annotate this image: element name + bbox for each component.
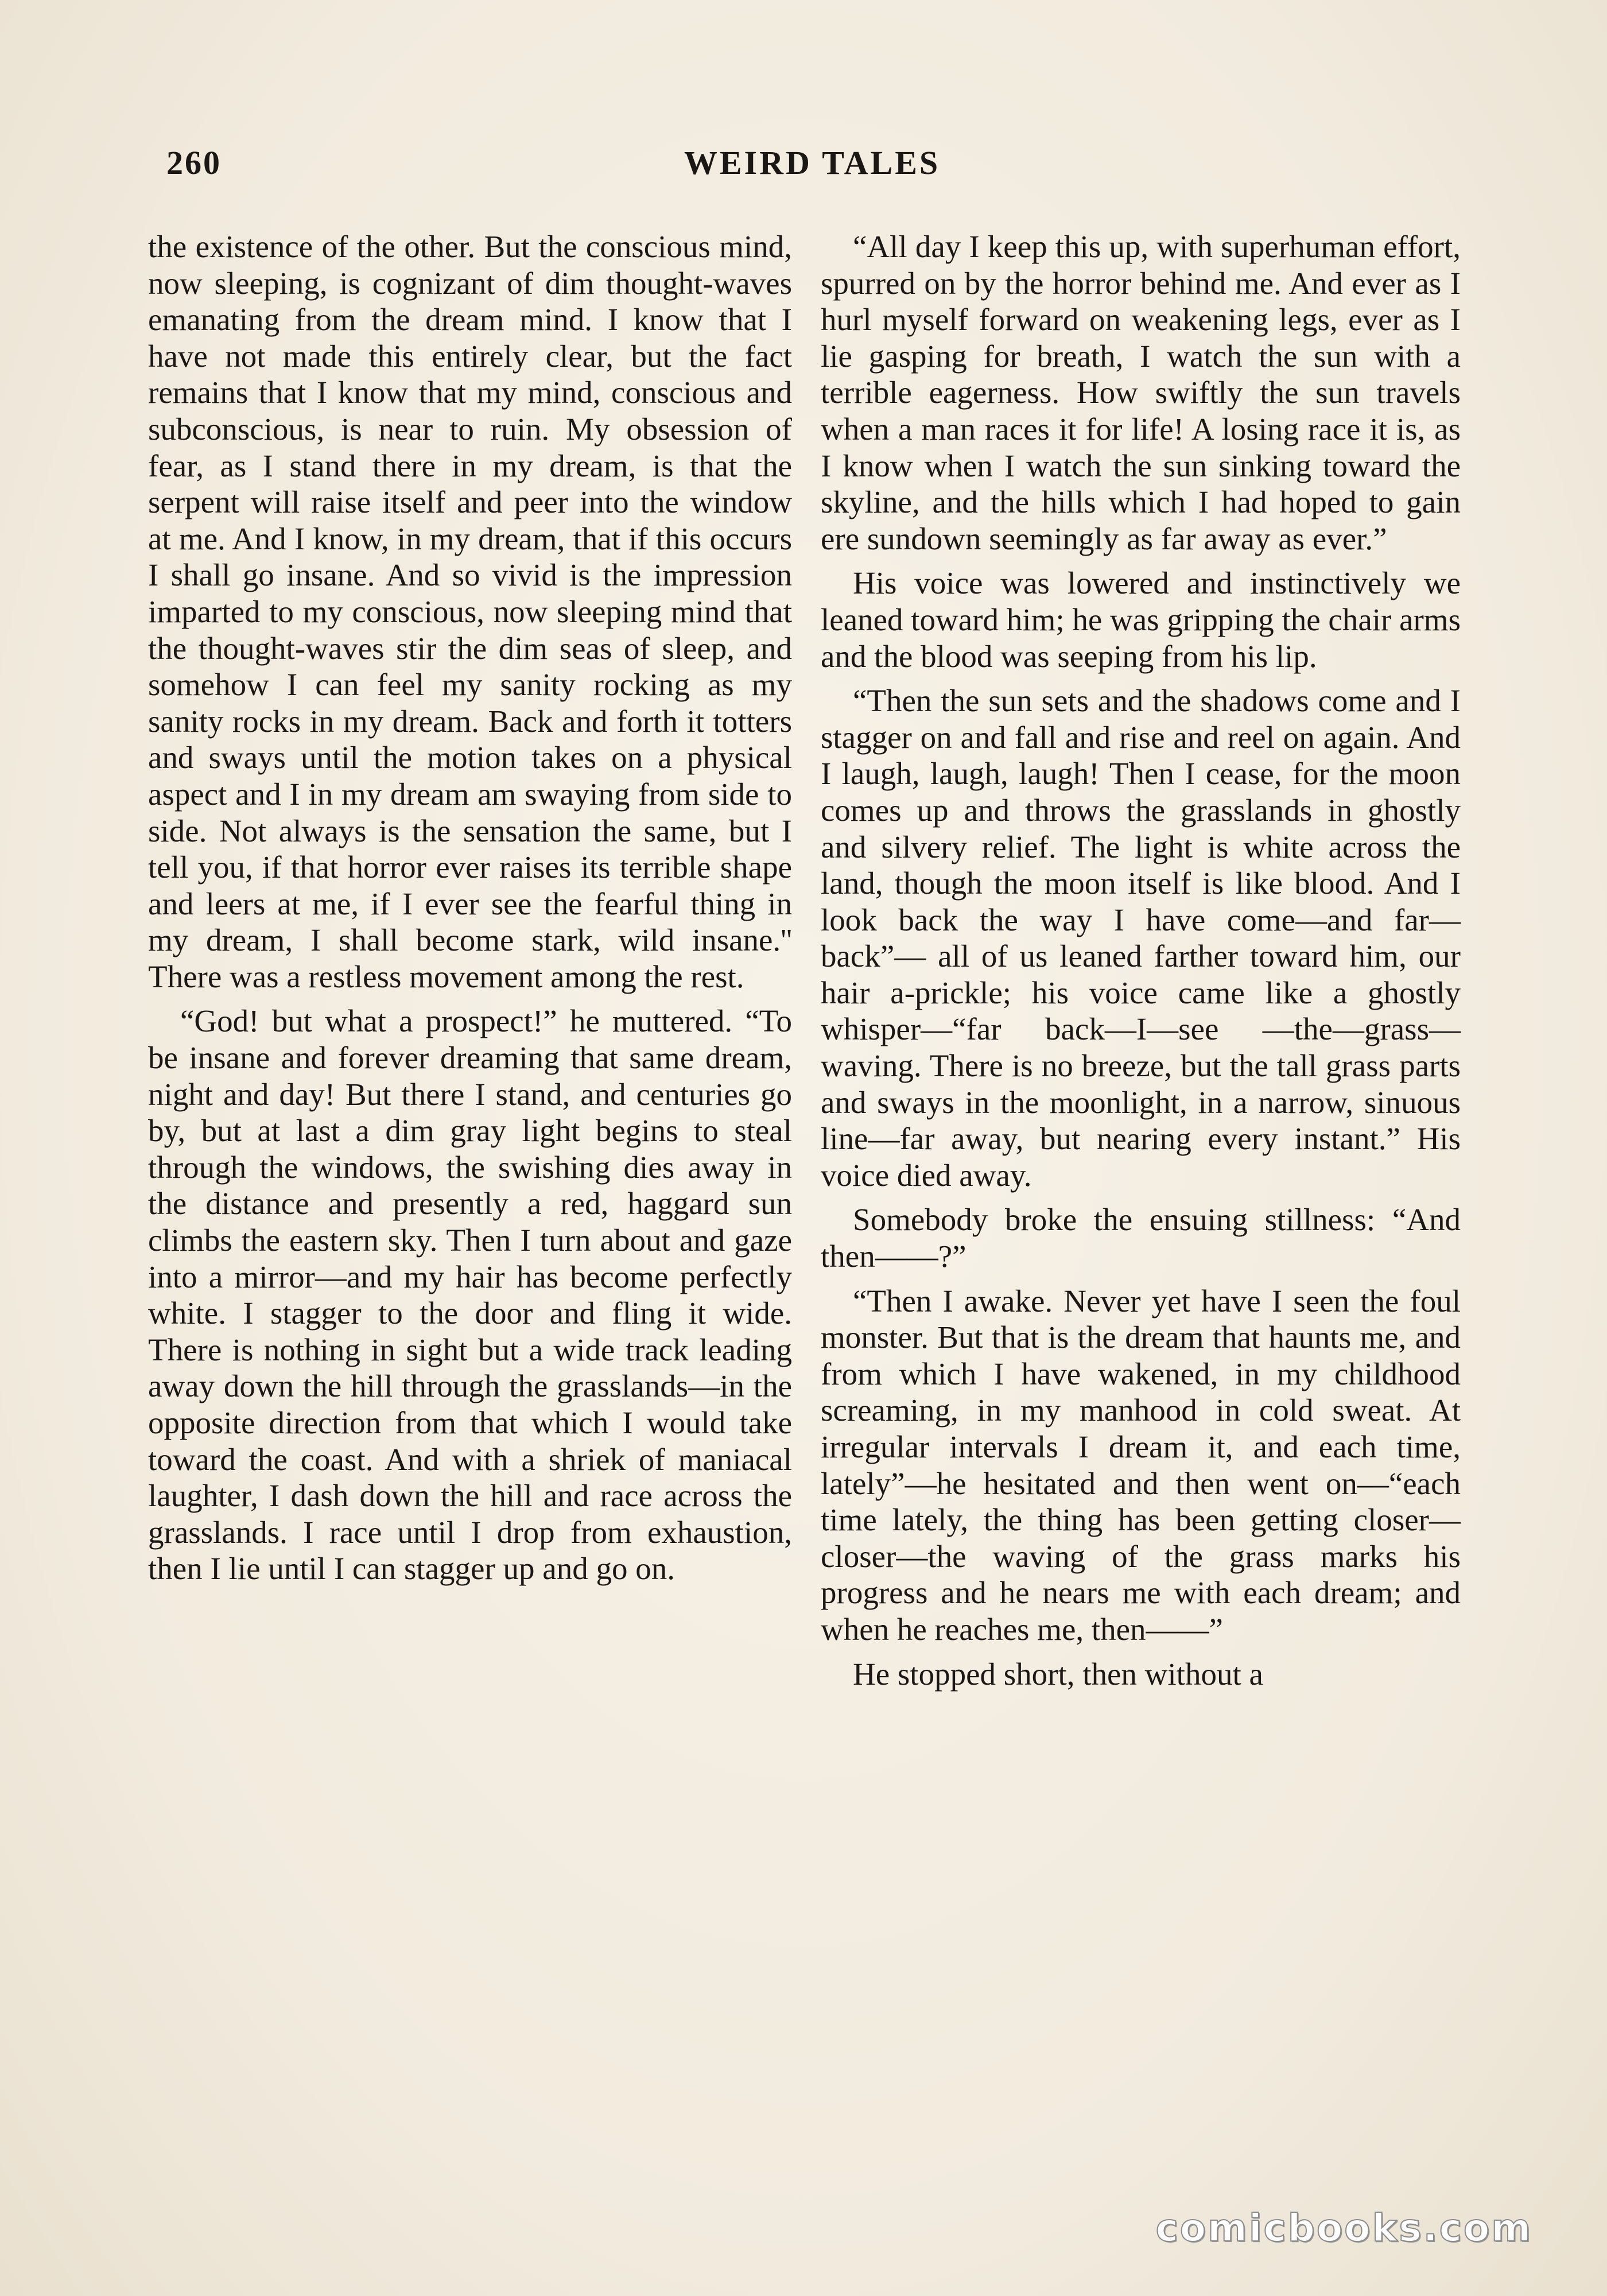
paragraph: Somebody broke the ensuing stillness: “And then——?” xyxy=(821,1202,1461,1274)
paragraph: He stopped short, then without a xyxy=(853,1656,1263,1692)
paragraph: the existence of the other. But the conscious mind, now sleeping, is cognizant of dim thought-waves emanating from the dream mind. I know that I have not made this entirely clear, but the fact remains that I know that my mind, conscious and subconscious, is near to ruin. My obsession of fear, as I stand there in my dream, is that the serpent will raise itself and peer into the window at me. And I know, in my dream, that if this occurs I shall go insane. And so vivid is the impression imparted to my conscious, now sleeping mind that the thought-waves stir the dim seas of sleep, and somehow I can feel my sanity rocking as my sanity rocks in my dream. Back and forth it totters and sways until the motion takes on a physical aspect and I in my dream am swaying from side to side. Not always is the sensation the same, but I tell you, if that horror ever raises its terrible shape and leers at me, if I ever see the fearful thing in my dream, I shall become stark, wild insane.'' There was a restless movement among the rest. xyxy=(148,229,792,994)
paragraph: His voice was lowered and instinctively we leaned toward him; he was gripping the chair arms and the blood was seeping from his lip. xyxy=(821,565,1461,674)
paragraph: “God! but what a prospect!” he muttered. “To be insane and forever dreaming that same dream, night and day! But there I stand, and centuries go by, but at last a dim gray light begins to steal through the windows, the swishing dies away in the distance and presently a red, haggard sun climbs the eastern sky. Then I turn about and gaze into a mirror—and my hair has become perfectly white. I stagger to the door and fling it wide. There is nothing in sight but a wide track leading away down the hill through the grasslands—in the opposite direction from that which I would take toward the coast. And with a shriek of maniacal laughter, I dash down the hill and race across the grasslands. I race until I drop from exhaustion, then I lie until I can stagger up and go on. xyxy=(148,1003,792,1587)
right-text-column xyxy=(821,228,1461,1700)
paragraph: “Then I awake. Never yet have I seen the foul monster. But that is the dream that haunts me, and from which I have wakened, in my childhood screaming, in my manhood in cold sweat. At irregular intervals I dream it, and each time, lately”—he hesitated and then went on—“each time lately, the thing has been getting closer—closer—the waving of the grass marks his progress and he nears me with each dream; and when he reaches me, then——” xyxy=(821,1283,1461,1647)
magazine-title: WEIRD TALES xyxy=(684,144,941,181)
page-number: 260 xyxy=(166,144,222,181)
site-watermark: comicbooks.com xyxy=(1155,2206,1532,2250)
left-text-column xyxy=(148,228,792,1595)
paragraph: “Then the sun sets and the shadows come and I stagger on and fall and rise and reel on again. And I laugh, laugh, laugh! Then I cease, for the moon comes up and throws the grasslands in ghostly and silvery relief. The light is white across the land, though the moon itself is like blood. And I look back the way I have come—and far—back”— all of us leaned farther toward him, our hair a-prickle; his voice came like a ghostly whisper—“far back—I—see —the—grass—waving. There is no breeze, but the tall grass parts and sways in the moonlight, in a narrow, sinuous line—far away, but nearing every instant.” His voice died away. xyxy=(821,683,1461,1193)
running-head xyxy=(166,144,1458,189)
paragraph: “All day I keep this up, with superhuman effort, spurred on by the horror behind me. And ever as I hurl myself forward on weakening legs, ever as I lie gasping for breath, I watch the sun with a terrible eagerness. How swiftly the sun travels when a man races it for life! A losing race it is, as I know when I watch the sun sinking toward the skyline, and the hills which I had hoped to gain ere sundown seemingly as far away as ever.” xyxy=(821,229,1461,556)
